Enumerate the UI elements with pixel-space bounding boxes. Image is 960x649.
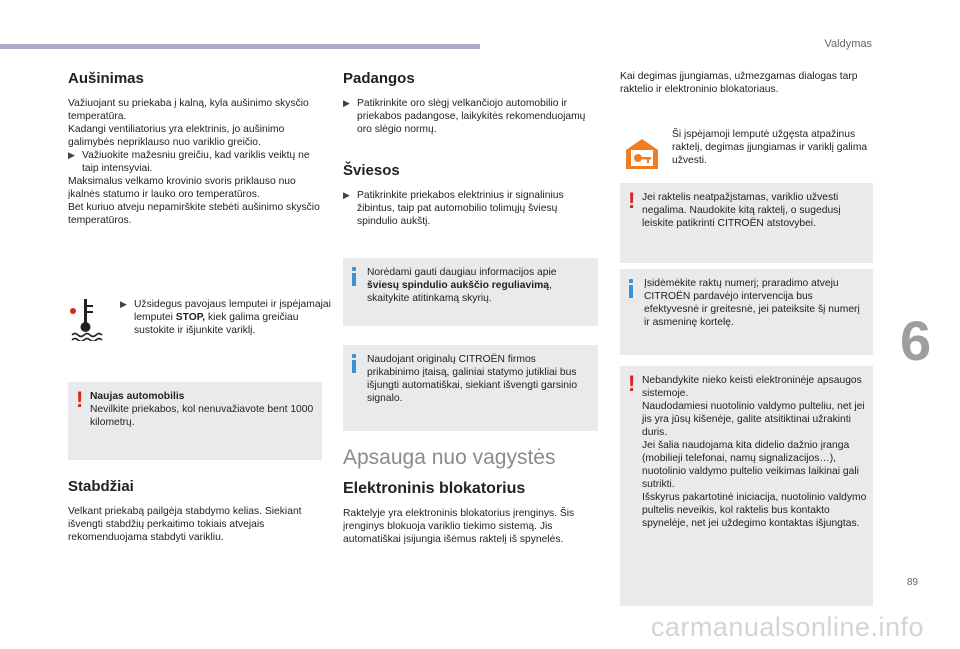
cooling-title: Aušinimas (68, 70, 144, 87)
brakes-title: Stabdžiai (68, 478, 134, 495)
anti-theft-section (343, 446, 599, 546)
parking-sensor-info-note (343, 345, 598, 431)
electronic-system-warning (620, 366, 873, 606)
key-not-recognised-warning (620, 183, 873, 263)
cooling-paragraph: Kadangi ventiliatorius yra elektrinis, jo aušinimo galimybės nepriklauso nuo variklio greičio. (68, 124, 285, 148)
info-icon (352, 354, 358, 373)
warning-icon: ! (628, 371, 636, 396)
anti-theft-title: Apsauga nuo vagystės (343, 446, 556, 469)
warning-paragraph: Nebandykite nieko keisti elektroninėje apsaugos sistemoje. (642, 375, 862, 399)
chapter-number: 6 (900, 309, 932, 372)
lights-bullet: ▶ Patikrinkite priekabos elektrinius ir signalinius žibintus, taip pat automobilio tolimųjų šviesų spindulio aukštį. (343, 190, 564, 227)
cooling-paragraph: Maksimalus velkamo krovinio svoris priklauso nuo įkalnės statumo ir lauko oro temperatūros. (68, 176, 296, 200)
immobiliser-intro-text: Kai degimas įjungiamas, užmezgamas dialogas tarp raktelio ir elektroninio blokatoriaus. (620, 71, 858, 95)
arrow-icon: ▶ (343, 190, 350, 200)
key-number-info-text: Įsidėmėkite raktų numerį; praradimo atveju CITROËN pardavėjo intervencija bus efektyvesnė ir greitesnė, jei pateiksite šį numerį ir asmeninę kortelę. (644, 278, 860, 328)
watermark: carmanualsonline.info (650, 612, 924, 642)
warning-paragraph: Naudodamiesi nuotolinio valdymo pulteliu, net jei jis yra jūsų kišenėje, galite atsitiktinai užrakinti duris. (642, 401, 865, 438)
new-car-title: Naujas automobilis (90, 391, 185, 402)
page-number: 89 (906, 577, 918, 588)
info-icon (352, 267, 358, 286)
headlamp-info-text: Norėdami gauti daugiau informacijos apie šviesų spindulio aukščio reguliavimą, skaitykite atitinkamą skyrių. (367, 267, 557, 304)
cooling-section (68, 70, 324, 227)
headlamp-info-note (343, 258, 598, 326)
parking-sensor-info-text: Naudojant originalų CITROËN firmos prikabinimo įtaisą, galiniai statymo jutikliai bus išjungti automatiškai, siekiant išvengti garsinio signalo. (367, 354, 578, 404)
warning-paragraph: Išskyrus pakartotinė iniciacija, nuotolinio valdymo pultelis neveikis, kol raktelis bus kontakto spynelėje, net jei uždegimo kontaktas išjungtas. (642, 492, 867, 529)
lights-section (343, 162, 599, 228)
lights-title: Šviesos (343, 162, 400, 179)
key-not-recognised-text: Jei raktelis neatpažįstamas, variklio užvesti negalima. Naudokite kitą raktelį, o sugedusį leiskite patikrinti CITROËN atstovybei. (642, 192, 841, 229)
tyres-section (343, 70, 599, 136)
coolant-note (70, 295, 331, 355)
coolant-temperature-icon (70, 297, 106, 341)
key-lamp-icon (622, 136, 662, 172)
new-car-text: Nevilkite priekabos, kol nenuvažiavote bent 1000 kilometrų. (90, 404, 314, 428)
key-number-info-note (620, 269, 873, 355)
coolant-note-text: ▶ Užsidegus pavojaus lemputei ir įspėjamajai lemputei STOP, kiek galima greičiau sustokite ir išjunkite variklį. (120, 299, 331, 336)
brakes-text: Velkant priekabą pailgėja stabdymo kelias. Siekiant išvengti stabdžių perkaitimo tokiais atvejais rekomenduojama stabdyti varikliu. (68, 506, 302, 543)
cooling-bullet: ▶ Važiuokite mažesniu greičiu, kad variklis veiktų ne taip intensyviai. (68, 150, 310, 174)
cooling-paragraph: Bet kuriuo atveju nepamirškite stebėti aušinimo skysčio temperatūros. (68, 202, 320, 226)
immobiliser-title: Elektroninis blokatorius (343, 480, 526, 497)
immobiliser-intro (620, 70, 876, 96)
section-name: Valdymas (824, 38, 872, 50)
immobiliser-text: Raktelyje yra elektroninis blokatorius įrenginys. Šis įrenginys blokuoja variklio tiekimo sistemą. Jis automatiškai įsijungia išėmus raktelį iš spynelės. (343, 508, 575, 545)
key-lamp-note (620, 126, 876, 176)
tyres-bullet: ▶ Patikrinkite oro slėgį velkančiojo automobilio ir priekabos padangose, laikykitės rekomenduojamų oro slėgio normų. (343, 98, 586, 135)
warning-paragraph: Jei šalia naudojama kita didelio dažnio įranga (mobilieji telefonai, namų signalizacijos…), nuotolinio valdymo pultelio veikimas laikinai gali sutrikti. (642, 440, 859, 490)
arrow-icon: ▶ (343, 98, 350, 108)
warning-icon: ! (76, 387, 84, 412)
warning-icon: ! (628, 188, 636, 213)
cooling-paragraph: Važiuojant su priekaba į kalną, kyla aušinimo skysčio temperatūra. (68, 98, 309, 122)
chapter-tab (900, 300, 960, 400)
arrow-icon: ▶ (68, 150, 75, 160)
key-lamp-text: Ši įspėjamoji lemputė užgęsta atpažinus raktelį, degimas įjungiamas ir variklį galima užvesti. (672, 129, 868, 166)
brakes-section (68, 478, 324, 544)
arrow-icon: ▶ (120, 299, 127, 309)
new-car-warning (68, 382, 322, 460)
tyres-title: Padangos (343, 70, 415, 87)
header-bar (0, 44, 480, 49)
info-icon (629, 279, 635, 298)
